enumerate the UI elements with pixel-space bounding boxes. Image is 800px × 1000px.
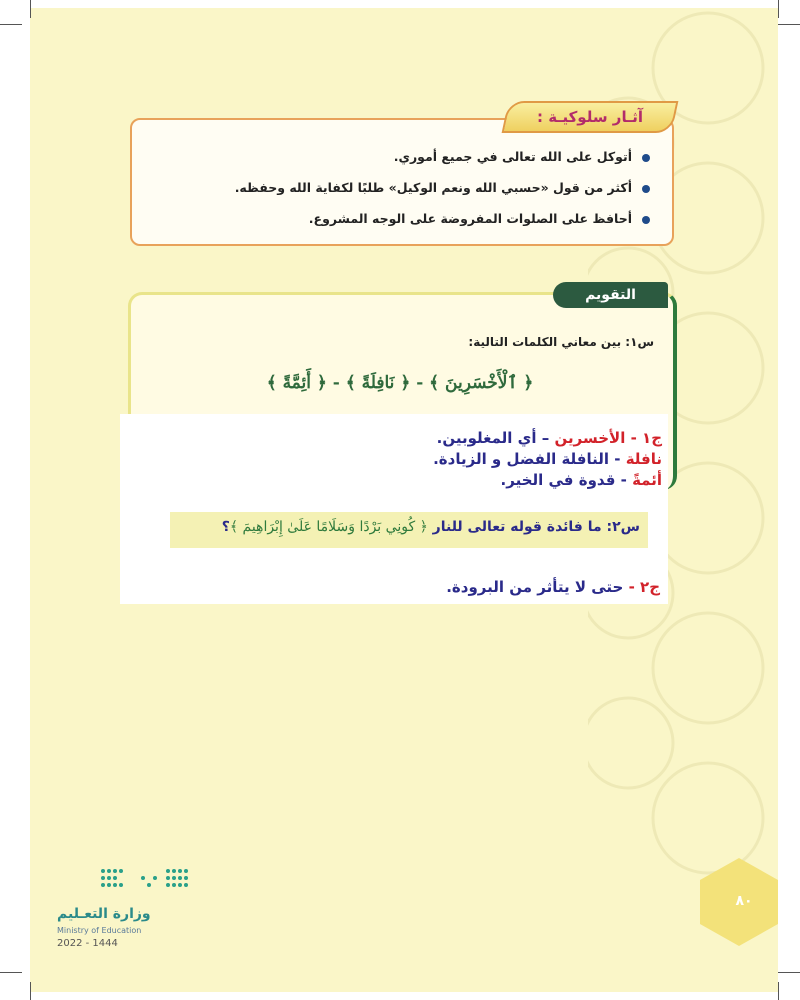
ministry-year: 2022 - 1444 xyxy=(57,938,118,949)
answer-1-text: - قدوة في الخير. xyxy=(500,471,633,489)
answer-1-label: أئمةً xyxy=(632,471,662,489)
answer-1-label: ج١ - الأخسرين xyxy=(554,429,662,447)
question-2-text: س٢: ما فائدة قوله تعالى للنار xyxy=(432,519,640,535)
quranic-words: ﴿ ٱلْأَخْسَرِينَ ﴾ - ﴿ نَافِلَةً ﴾ - ﴿ أَئِمَّةً ﴾ xyxy=(266,373,534,393)
answer-1-text: – أي المغلوبين. xyxy=(436,429,555,447)
bullet-icon xyxy=(642,154,650,162)
evaluation-title: التقويم xyxy=(585,287,636,303)
behavior-title: آثـار سلوكيـة : xyxy=(537,108,643,126)
crop-mark xyxy=(0,24,22,25)
list-item xyxy=(140,177,650,208)
ministry-name-arabic: وزارة التعـليم xyxy=(57,906,151,922)
list-item xyxy=(140,208,650,239)
list-item xyxy=(140,146,650,177)
bullet-icon xyxy=(642,216,650,224)
crop-mark xyxy=(778,0,779,18)
crop-mark xyxy=(778,972,800,973)
crop-mark xyxy=(778,982,779,1000)
crop-mark xyxy=(30,982,31,1000)
question-2-mark: ؟ xyxy=(221,519,230,535)
behavior-title-tab xyxy=(502,101,679,133)
answer-1-text: - النافلة الفضل و الزيادة. xyxy=(433,450,626,468)
page-number: ٨٠ xyxy=(735,893,753,909)
list-item-text: أكثر من قول «حسبي الله ونعم الوكيل» طلبًا لكفاية الله وحفظه. xyxy=(234,180,632,195)
behavior-list xyxy=(140,146,650,239)
answer-1 xyxy=(433,428,662,491)
answer-1-label: نافلة xyxy=(625,450,662,468)
bullet-icon xyxy=(642,185,650,193)
question-2 xyxy=(222,519,640,535)
answer-2-text: حتى لا يتأثر من البرودة. xyxy=(446,578,629,596)
crop-mark xyxy=(778,24,800,25)
question-1: س١: بين معاني الكلمات التالية: xyxy=(468,335,654,349)
question-2-verse: ﴿ كُونِي بَرْدًا وَسَلَامًا عَلَىٰ إِبْرَاهِيمَ ﴾ xyxy=(229,519,428,535)
ministry-name-english: Ministry of Education xyxy=(57,926,142,935)
answer-2-label: ج٢ - xyxy=(628,578,660,596)
ministry-logo-icon xyxy=(98,866,193,896)
evaluation-title-tab xyxy=(553,282,668,308)
answer-2 xyxy=(446,578,660,596)
crop-mark xyxy=(30,0,31,18)
list-item-text: أحافظ على الصلوات المفروضة على الوجه المشروع. xyxy=(308,211,632,226)
list-item-text: أتوكل على الله تعالى في جميع أموري. xyxy=(393,149,632,164)
crop-mark xyxy=(0,972,22,973)
